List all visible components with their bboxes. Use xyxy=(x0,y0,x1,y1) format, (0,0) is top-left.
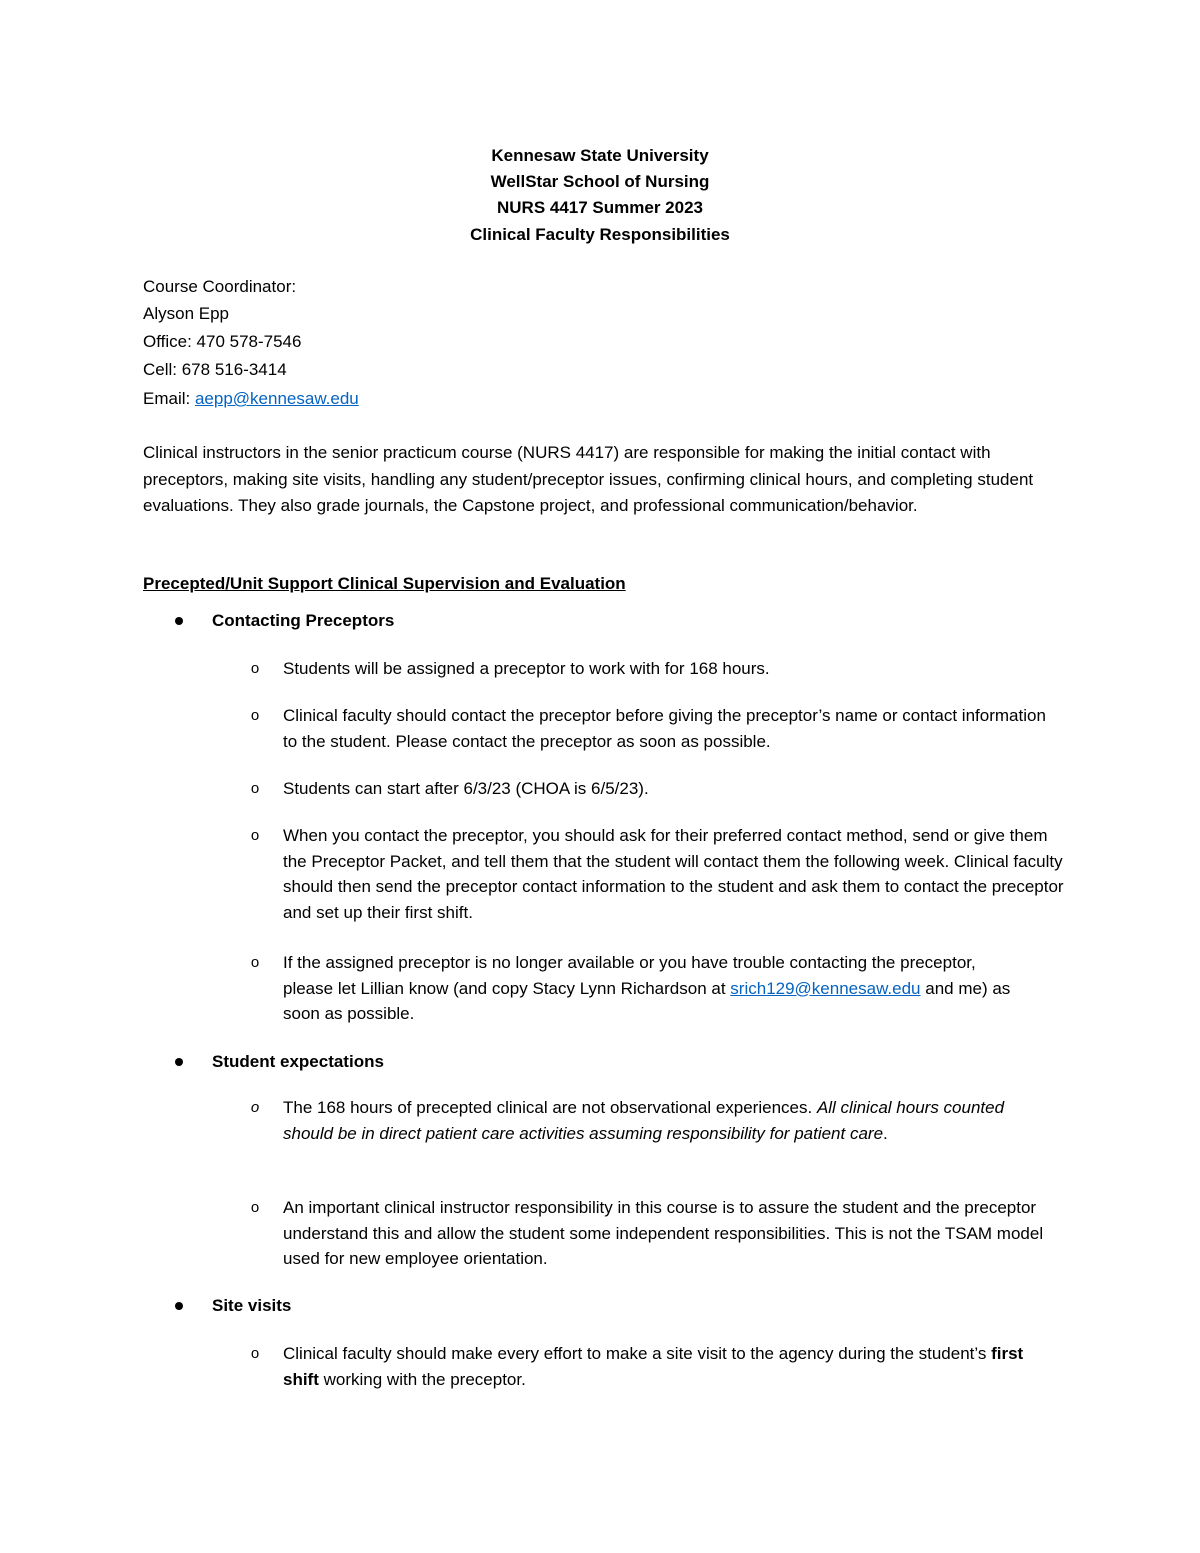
bullet-site-visits: Site visits xyxy=(212,1296,292,1315)
coordinator-office-phone: Office: 470 578-7546 xyxy=(143,332,302,351)
sub-bullet-icon: o xyxy=(250,1345,260,1362)
bullet-student-expectations: Student expectations xyxy=(212,1052,384,1071)
bullet-contacting-preceptors: Contacting Preceptors xyxy=(212,611,395,630)
expectations-item-1-italic: All clinical hours counted should be in direct patient care activities assuming responsibility for patient care xyxy=(283,1098,1005,1143)
coordinator-email-link[interactable]: aepp@kennesaw.edu xyxy=(194,389,359,408)
contacting-item-5 xyxy=(283,950,1023,1027)
section-title: Precepted/Unit Support Clinical Supervision and Evaluation xyxy=(143,574,626,593)
richardson-email-link[interactable]: srich129@kennesaw.edu xyxy=(730,978,921,998)
coordinator-name: Alyson Epp xyxy=(143,304,229,323)
contacting-item-4: When you contact the preceptor, you should ask for their preferred contact method, send or give them the Preceptor Packet, and tell them that the student will contact them the following week. Clinical faculty should then send the preceptor contact information to the student and ask them to contact the preceptor and set up their first shift. xyxy=(283,826,1064,922)
site-visits-item-1-bold: first shift xyxy=(283,1344,1024,1389)
sub-bullet-icon: o xyxy=(250,954,260,971)
contacting-item-3: Students can start after 6/3/23 (CHOA is 6/5/23). xyxy=(283,779,649,798)
site-visits-item-1-end: working with the preceptor. xyxy=(318,1369,526,1389)
bullet-icon xyxy=(175,1058,183,1066)
school-name: WellStar School of Nursing xyxy=(490,172,710,191)
sub-bullet-icon: o xyxy=(250,1099,260,1116)
site-visits-item-1 xyxy=(283,1341,1033,1392)
sub-bullet-icon: o xyxy=(250,1199,260,1216)
site-visits-item-1-text: Clinical faculty should make every effort to make a site visit to the agency during the student’s xyxy=(283,1344,992,1363)
coordinator-cell-phone: Cell: 678 516-3414 xyxy=(143,360,287,379)
bullet-icon xyxy=(175,1302,183,1310)
university-name: Kennesaw State University xyxy=(491,146,709,165)
sub-bullet-icon: o xyxy=(250,707,260,724)
sub-bullet-icon: o xyxy=(250,660,260,677)
intro-paragraph: Clinical instructors in the senior practicum course (NURS 4417) are responsible for making the initial contact with preceptors, making site visits, handling any student/preceptor issues, confirming clinical hours, and completing student evaluations. They also grade journals, the Capstone project, and professional communication/behavior. xyxy=(143,443,1034,515)
email-label: Email: xyxy=(143,389,195,408)
contacting-item-2: Clinical faculty should contact the preceptor before giving the preceptor’s name or contact information to the student. Please contact the preceptor as soon as possible. xyxy=(283,706,1046,751)
bullet-icon xyxy=(175,617,183,625)
coordinator-email-line xyxy=(143,386,359,412)
sub-bullet-icon: o xyxy=(250,780,260,797)
expectations-item-2: An important clinical instructor responsibility in this course is to assure the student and the preceptor understand this and allow the student some independent responsibilities. This is not the TSAM model used for new employee orientation. xyxy=(283,1198,1044,1268)
contacting-item-5-text: If the assigned preceptor is no longer available or you have trouble contacting the preceptor, please let Lillian know (and copy Stacy Lynn Richardson at xyxy=(283,953,976,998)
document-title: Clinical Faculty Responsibilities xyxy=(470,225,730,244)
contacting-item-5-end: and me) as soon as possible. xyxy=(283,978,1011,1023)
coordinator-label: Course Coordinator: xyxy=(143,277,297,296)
expectations-item-1-text: The 168 hours of precepted clinical are not observational experiences. xyxy=(283,1098,817,1117)
course-term: NURS 4417 Summer 2023 xyxy=(496,198,703,217)
expectations-item-1-end: . xyxy=(883,1123,888,1143)
contacting-item-1: Students will be assigned a preceptor to work with for 168 hours. xyxy=(283,659,770,678)
expectations-item-1 xyxy=(283,1095,1053,1146)
sub-bullet-icon: o xyxy=(250,827,260,844)
